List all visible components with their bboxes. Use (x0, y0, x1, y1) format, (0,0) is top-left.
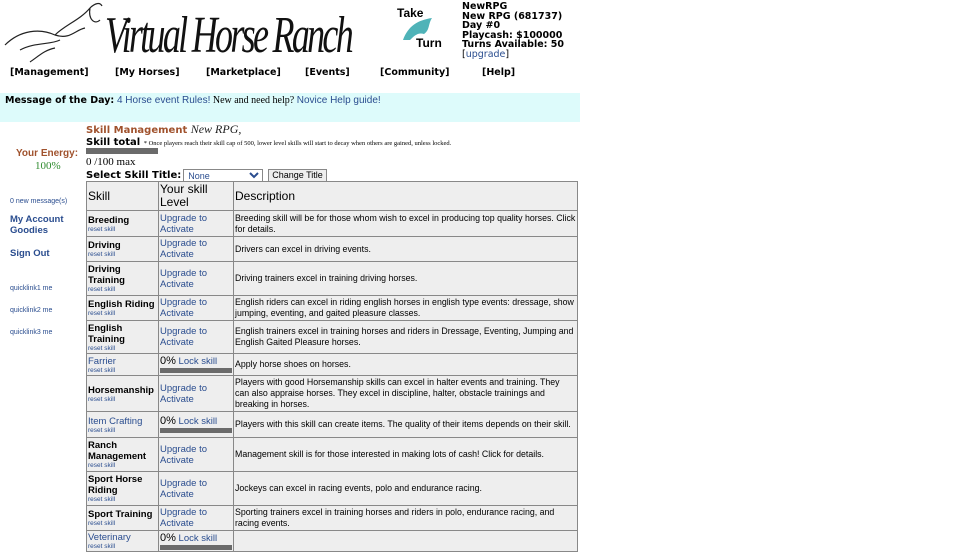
skill-name: Sport Training (88, 509, 153, 520)
skill-name: Driving Training (88, 264, 125, 286)
sign-out-link[interactable]: Sign Out (10, 248, 50, 259)
energy-label: Your Energy: (16, 148, 79, 159)
nav-management[interactable]: [Management] (10, 67, 89, 78)
reset-skill-link[interactable]: reset skill (88, 366, 116, 374)
skill-level: 0% (160, 415, 176, 427)
table-row (87, 412, 578, 438)
activate-text: Activate (160, 249, 194, 260)
skill-cell (87, 354, 159, 376)
description-cell (234, 531, 578, 552)
table-row (87, 506, 578, 531)
turn-label: Turn (416, 36, 442, 50)
upgrade-text: Upgrade to (160, 238, 208, 249)
nav-events[interactable]: [Events] (305, 67, 350, 78)
description-cell: Management skill is for those interested in making lots of cash! Click for details. (234, 438, 578, 472)
level-cell (159, 376, 234, 412)
skill-level: 0% (160, 531, 176, 544)
upgrade-link[interactable] (160, 444, 207, 466)
upgrade-text: Upgrade to (160, 477, 208, 489)
level-cell (159, 438, 234, 472)
upgrade-link[interactable] (160, 297, 207, 319)
level-cell (159, 211, 234, 237)
skill-progress-bar (160, 368, 232, 373)
skill-management (86, 122, 580, 182)
skill-name-link[interactable]: Farrier (88, 355, 116, 367)
messages-link[interactable]: 0 new message(s) (10, 198, 68, 205)
table-row (87, 211, 578, 237)
motd-link-novice-guide[interactable]: Novice Help guide! (296, 95, 381, 106)
skill-cell (87, 472, 159, 506)
skill-cell (87, 262, 159, 296)
level-cell (159, 354, 234, 376)
description-cell: Breeding skill will be for those whom wish to excel in producing top quality horses. Click for details. (234, 211, 578, 237)
skill-cell (87, 412, 159, 438)
reset-skill-link[interactable]: reset skill (88, 344, 116, 352)
activate-text: Activate (160, 337, 194, 348)
table-row (87, 376, 578, 412)
table-row (87, 531, 578, 552)
skill-total-note: * Once players reach their skill cap of 500, lower level skills will start to decay when others are gained, unless locked. (143, 140, 452, 147)
skill-cell (87, 321, 159, 354)
upgrade-link[interactable] (160, 213, 207, 235)
reset-skill-link[interactable]: reset skill (88, 462, 116, 469)
table-row (87, 438, 578, 472)
table-row (87, 296, 578, 321)
playcash: Playcash: $100000 (462, 29, 563, 41)
description-cell: Driving trainers excel in training driving horses. (234, 262, 578, 296)
upgrade-link[interactable] (160, 268, 207, 290)
upgrade-text: Upgrade to (160, 507, 208, 518)
activate-text: Activate (160, 454, 194, 466)
my-account-link[interactable]: My Account (10, 214, 64, 225)
skill-name: Breeding (88, 214, 130, 226)
username: NewRPG (462, 1, 508, 12)
horse-logo-icon (0, 0, 104, 66)
select-title-label: Select Skill Title: (86, 170, 182, 181)
day-counter: Day #0 (462, 20, 501, 31)
level-cell (159, 321, 234, 354)
skill-cell (87, 376, 159, 412)
skill-name: Horsemanship (88, 384, 154, 396)
upgrade-text: Upgrade to (160, 212, 208, 224)
energy-value: 100% (35, 160, 61, 172)
description-cell: Players with this skill can create items. The quality of their items depends on their skill. (234, 412, 578, 438)
quicklink-2[interactable]: quicklink2 me (10, 307, 53, 314)
description-cell: English trainers excel in training horses and riders in Dressage, Eventing, Jumping and English Gaited Pleasure horses. (234, 321, 578, 354)
activate-text: Activate (160, 278, 194, 290)
reset-skill-link[interactable]: reset skill (88, 496, 116, 503)
level-cell (159, 237, 234, 262)
message-of-the-day (0, 93, 580, 122)
motd-label: Message of the Day: (5, 95, 115, 106)
reset-skill-link[interactable]: reset skill (88, 225, 116, 233)
description-cell: Sporting trainers excel in training horses and riders in polo, endurance racing, and racing events. (234, 506, 578, 531)
goodies-link[interactable]: Goodies (10, 225, 49, 236)
page-title: Skill Management (86, 125, 188, 136)
skill-name: English Riding (88, 299, 155, 310)
quicklink-3[interactable]: quicklink3 me (10, 329, 53, 336)
upgrade-text: Upgrade to (160, 267, 208, 279)
main-nav (0, 67, 580, 81)
player-name: New RPG, (190, 122, 242, 136)
take-turn-button[interactable] (394, 6, 444, 50)
table-row (87, 472, 578, 506)
skill-total-bar (86, 148, 158, 154)
motd-text: New and need help? (210, 95, 297, 106)
description-cell: Apply horse shoes on horses. (234, 354, 578, 376)
lock-skill-link[interactable]: Lock skill (178, 532, 218, 544)
turns-available: Turns Available: 50 (462, 39, 564, 50)
skill-name: Driving (88, 240, 121, 251)
activate-text: Activate (160, 488, 194, 500)
account-info: NewRPG New RPG (681737) Day #0 Playcash: $100000 Turns Available: 50 [upgrade] (462, 1, 564, 60)
table-row (87, 354, 578, 376)
skill-cell (87, 506, 159, 531)
level-cell (159, 531, 234, 552)
skill-cell (87, 531, 159, 552)
col-level: Your skill Level (159, 182, 234, 211)
activate-text: Activate (160, 223, 194, 235)
level-cell (159, 472, 234, 506)
ranch-name: New RPG (681737) (462, 10, 563, 22)
description-cell: English riders can excel in riding english horses in english type events: dressage, show jumping, eventing, and gaited pleasure classes. (234, 296, 578, 321)
reset-skill-link[interactable]: reset skill (88, 395, 116, 403)
activate-text: Activate (160, 308, 194, 319)
lock-skill-link[interactable]: Lock skill (178, 416, 218, 427)
reset-skill-link[interactable]: reset skill (88, 286, 116, 293)
skill-progress-bar (160, 428, 232, 433)
nav-my-horses[interactable]: [My Horses] (115, 67, 180, 78)
logo-text: Virtual Horse Ranch (105, 5, 352, 64)
skill-total-label: Skill total (86, 137, 141, 148)
level-cell (159, 412, 234, 438)
activate-text: Activate (160, 518, 194, 529)
table-row (87, 237, 578, 262)
quicklink-1[interactable]: quicklink1 me (10, 285, 53, 292)
skill-name-link[interactable]: Item Crafting (88, 415, 143, 427)
upgrade-link[interactable]: upgrade (465, 48, 506, 60)
skill-total-max: 0 /100 max (86, 156, 136, 168)
description-cell: Drivers can excel in driving events. (234, 237, 578, 262)
upgrade-link[interactable] (160, 238, 207, 260)
col-description: Description (234, 182, 578, 211)
skill-name: English Training (88, 322, 125, 345)
skill-cell (87, 296, 159, 321)
table-row (87, 321, 578, 354)
take-label: Take (397, 6, 424, 20)
reset-skill-link[interactable]: reset skill (88, 251, 116, 258)
upgrade-link[interactable] (160, 478, 207, 500)
description-cell: Players with good Horsemanship skills can excel in halter events and training. They can also appraise horses. They excel in discipline, halter, obstacle trainings and breaking in horses. (234, 376, 578, 412)
nav-community[interactable]: [Community] (380, 67, 450, 78)
reset-skill-link[interactable]: reset skill (88, 520, 116, 527)
table-row (87, 262, 578, 296)
skill-cell (87, 237, 159, 262)
upgrade-text: Upgrade to (160, 443, 208, 455)
skill-name: Sport Horse Riding (88, 474, 143, 496)
reset-skill-link[interactable]: reset skill (88, 543, 116, 550)
upgrade-link[interactable] (160, 383, 207, 405)
skill-cell (87, 438, 159, 472)
reset-skill-link[interactable]: reset skill (88, 310, 116, 317)
level-cell (159, 262, 234, 296)
nav-help[interactable]: [Help] (482, 67, 516, 78)
level-cell (159, 506, 234, 531)
description-cell: Jockeys can excel in racing events, polo and endurance racing. (234, 472, 578, 506)
skill-name-link[interactable]: Veterinary (88, 532, 131, 543)
skills-table (86, 181, 578, 552)
skill-progress-bar (160, 545, 232, 550)
upgrade-text: Upgrade to (160, 382, 208, 394)
skill-level: 0% (160, 355, 176, 367)
upgrade-text: Upgrade to (160, 297, 208, 308)
nav-marketplace[interactable]: [Marketplace] (206, 67, 281, 78)
level-cell (159, 296, 234, 321)
upgrade-link[interactable] (160, 326, 207, 348)
col-skill: Skill (87, 182, 159, 211)
activate-text: Activate (160, 393, 194, 405)
lock-skill-link[interactable]: Lock skill (178, 356, 218, 367)
skill-cell (87, 211, 159, 237)
site-logo[interactable] (0, 0, 370, 66)
change-title-button[interactable]: Change Title (268, 169, 327, 182)
reset-skill-link[interactable]: reset skill (88, 426, 116, 434)
upgrade-text: Upgrade to (160, 326, 208, 337)
skill-name: Ranch Management (88, 440, 147, 462)
motd-link-rules[interactable]: 4 Horse event Rules! (116, 95, 211, 106)
upgrade-link[interactable] (160, 507, 207, 529)
